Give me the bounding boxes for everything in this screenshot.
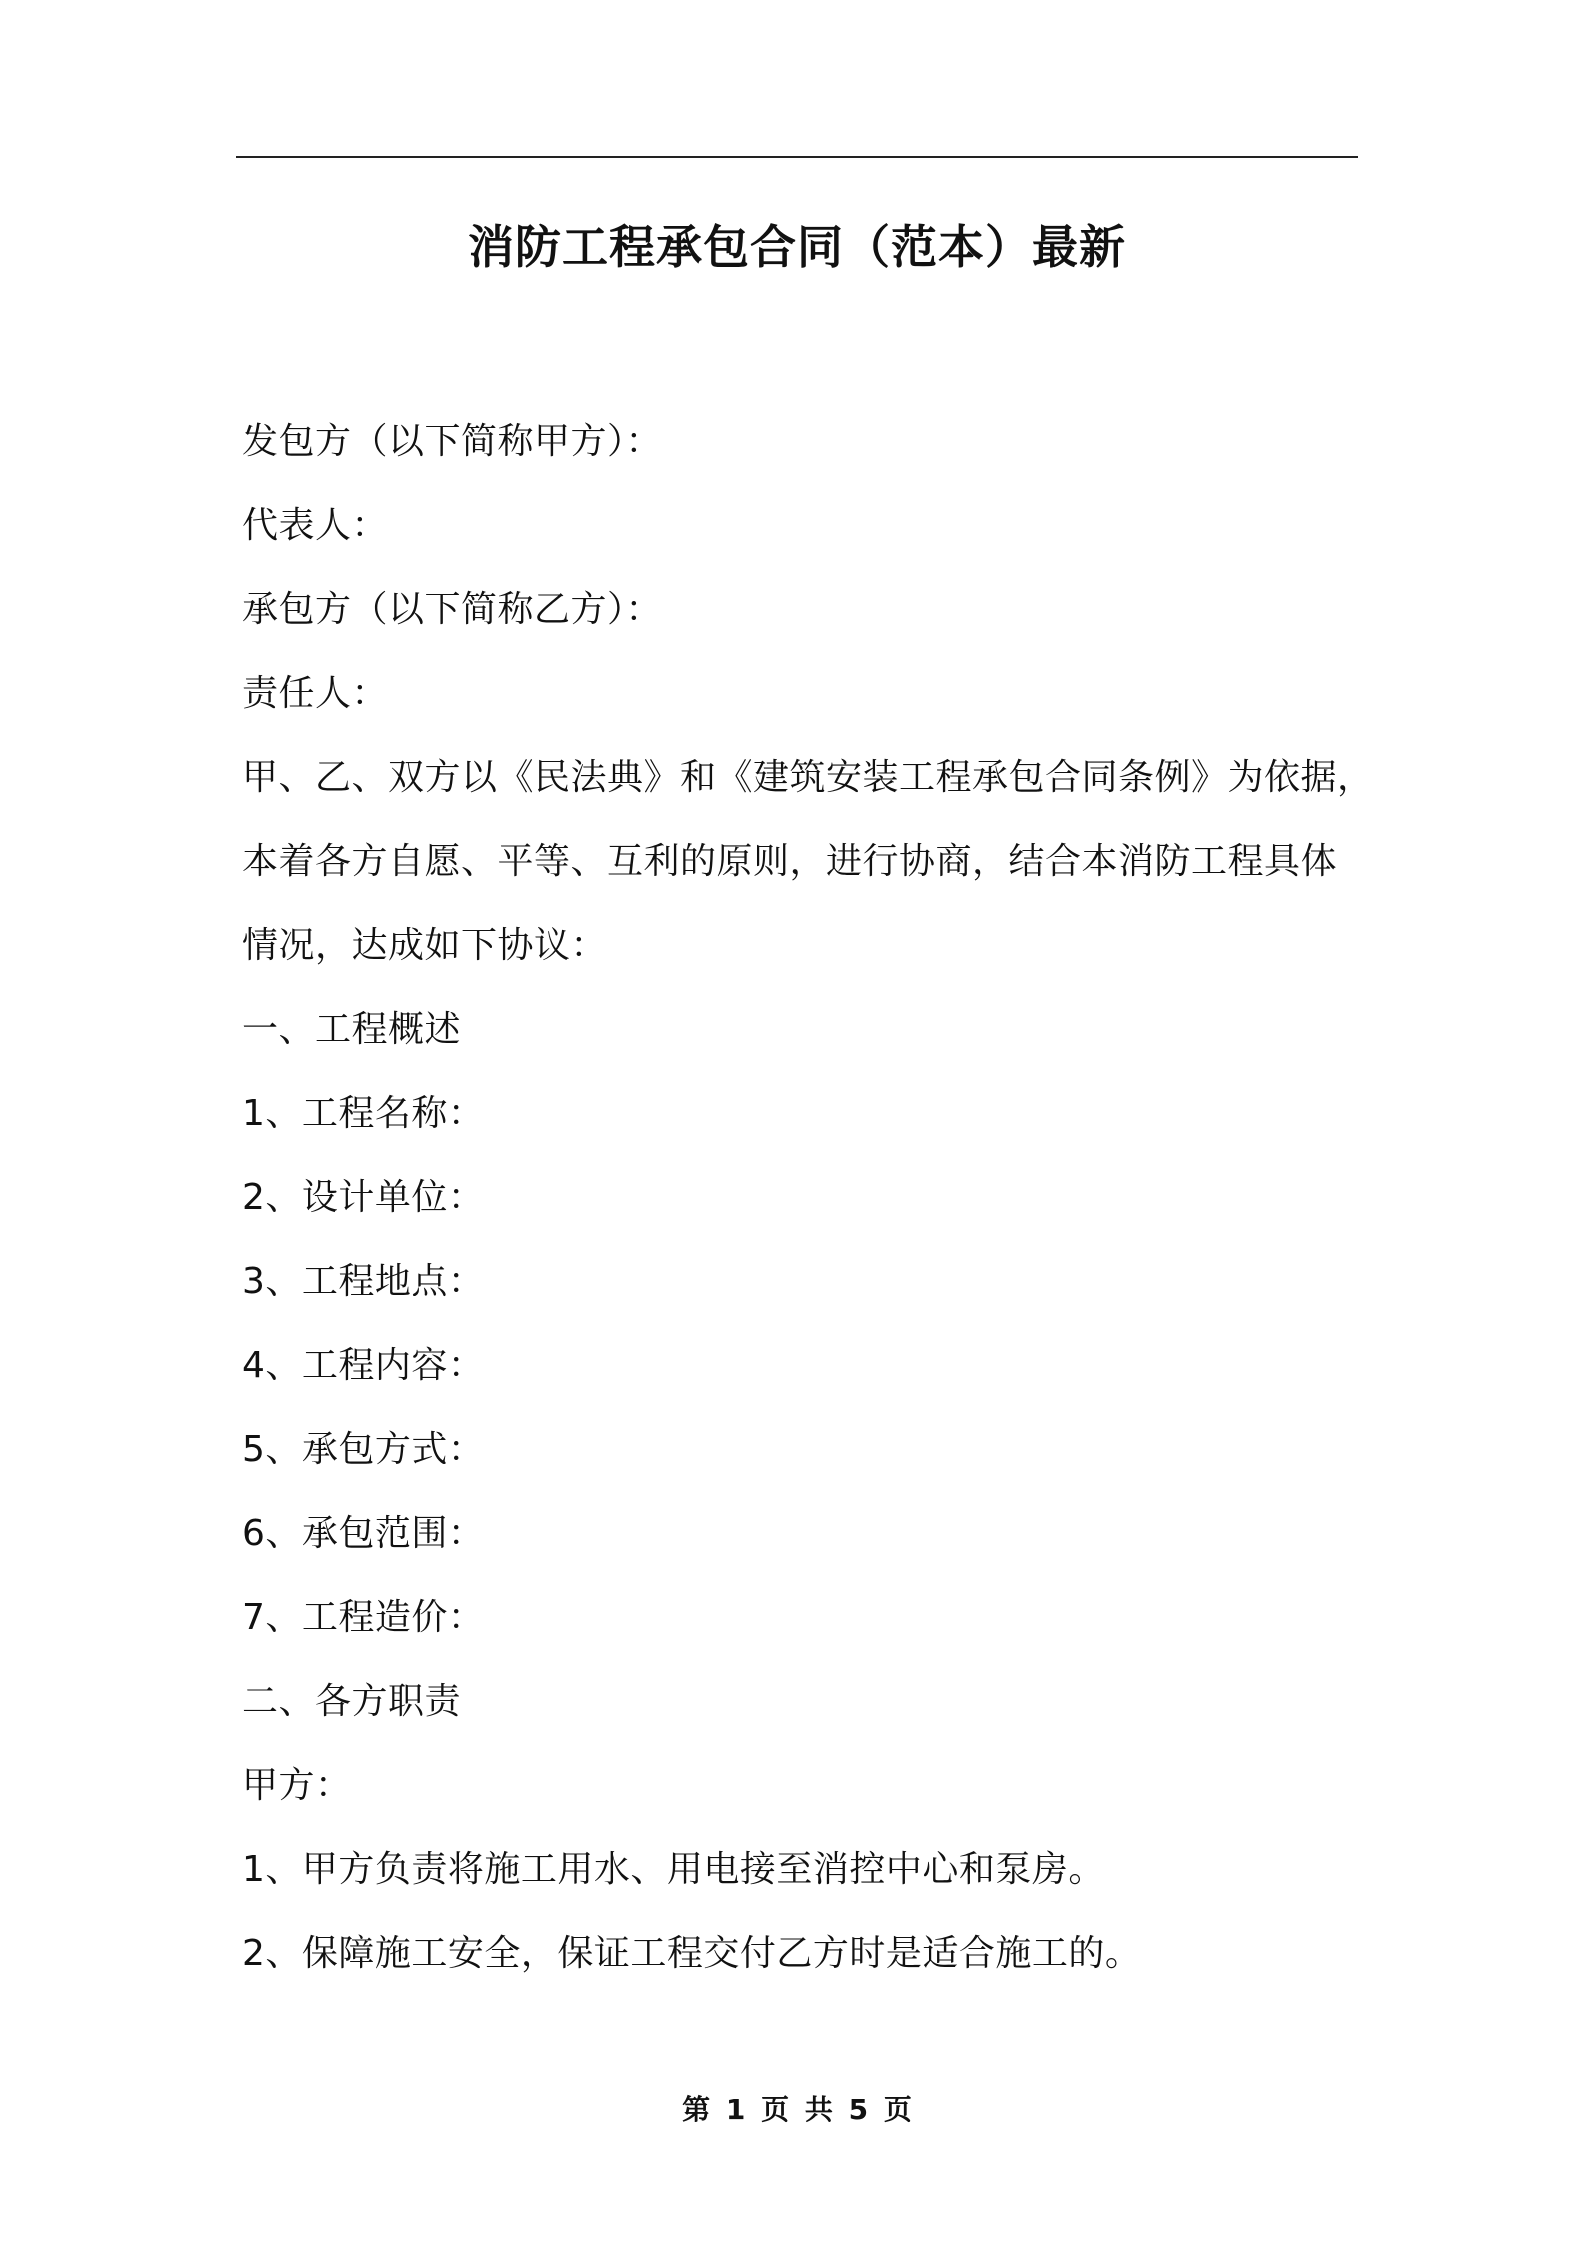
party-a-line: 发包方（以下简称甲方）： bbox=[242, 421, 663, 462]
header-rule bbox=[236, 156, 1358, 158]
item-contract-method: 5、承包方式： bbox=[242, 1429, 485, 1470]
duty-item-1: 1、甲方负责将施工用水、用电接至消控中心和泵房。 bbox=[242, 1849, 1105, 1890]
document-body bbox=[242, 400, 1374, 1996]
page-number-footer: 第 1 页 共 5 页 bbox=[682, 2093, 912, 2126]
document-title: 消防工程承包合同（范本）最新 bbox=[468, 220, 1126, 274]
item-project-location: 3、工程地点： bbox=[242, 1261, 485, 1302]
preamble-line-1: 甲、乙、双方以《民法典》和《建筑安装工程承包合同条例》为依据， bbox=[242, 757, 1374, 798]
item-project-content: 4、工程内容： bbox=[242, 1345, 485, 1386]
item-design-unit: 2、设计单位： bbox=[242, 1177, 485, 1218]
item-contract-scope: 6、承包范围： bbox=[242, 1513, 485, 1554]
item-project-cost: 7、工程造价： bbox=[242, 1597, 485, 1638]
duty-item-2: 2、保障施工安全，保证工程交付乙方时是适合施工的。 bbox=[242, 1933, 1142, 1974]
preamble-line-2: 本着各方自愿、平等、互利的原则，进行协商，结合本消防工程具体 bbox=[242, 841, 1338, 882]
responsible-person-line: 责任人： bbox=[242, 673, 389, 714]
section-heading-overview: 一、工程概述 bbox=[242, 1009, 462, 1050]
section-heading-responsibilities: 二、各方职责 bbox=[242, 1681, 462, 1722]
party-b-line: 承包方（以下简称乙方）： bbox=[242, 589, 663, 630]
preamble-line-3: 情况，达成如下协议： bbox=[242, 925, 608, 966]
item-project-name: 1、工程名称： bbox=[242, 1093, 485, 1134]
party-a-heading: 甲方： bbox=[242, 1765, 352, 1806]
representative-line: 代表人： bbox=[242, 505, 389, 546]
